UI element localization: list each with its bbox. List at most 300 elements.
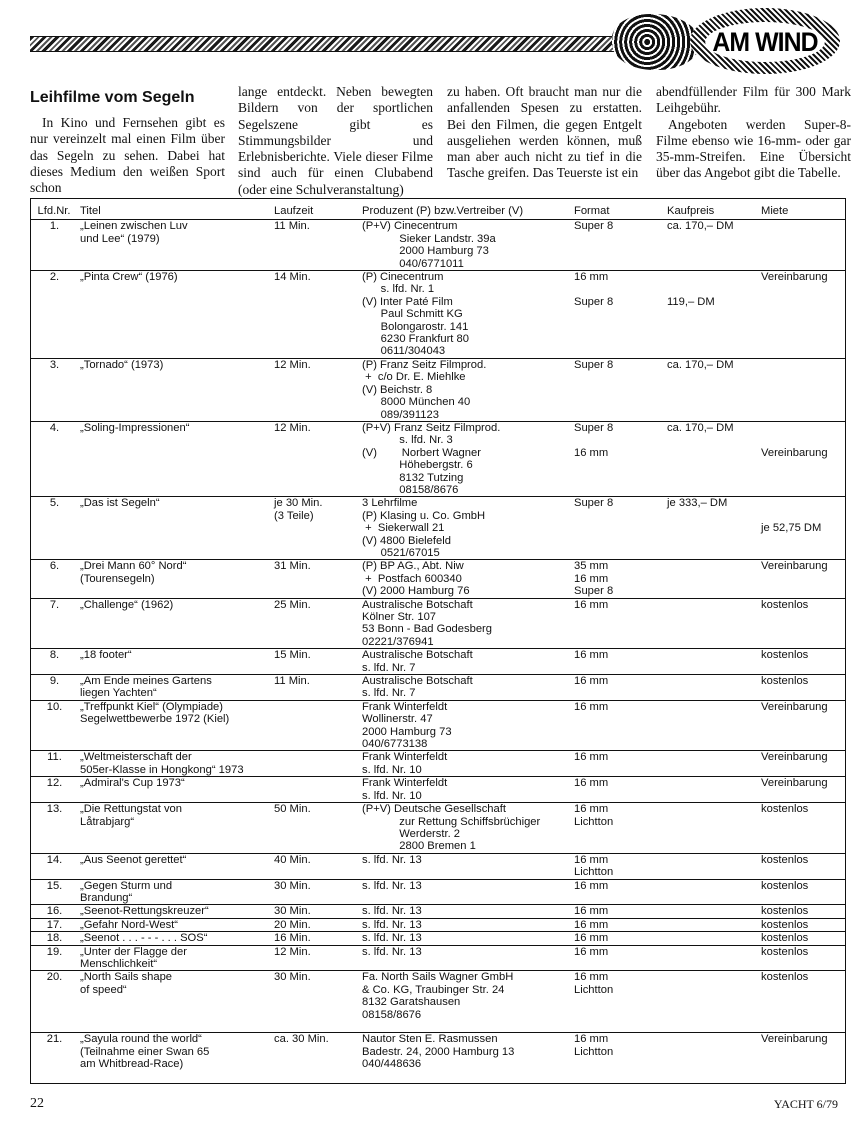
cell-line: (Tourensegeln) (80, 572, 155, 585)
cell-line: 16 mm (574, 905, 609, 918)
cell-line: „Leinen zwischen Luv (80, 220, 188, 233)
cell-titel (77, 905, 271, 918)
cell-line: Australische Botschaft (362, 598, 473, 611)
cell-kaufpreis (664, 803, 758, 854)
table-row (31, 1033, 845, 1087)
cell-miete (758, 751, 845, 777)
cell-miete (758, 700, 845, 751)
cell-format (571, 675, 664, 701)
cell-laufzeit (271, 803, 359, 854)
cell-laufzeit (271, 358, 359, 421)
cell-line: Fa. North Sails Wagner GmbH (362, 971, 514, 984)
cell-line: Paul Schmitt KG (362, 308, 463, 321)
cell-line: Super 8 (574, 295, 614, 308)
cell-line: 16 mm (574, 945, 609, 958)
cell-line: ca. 170,– DM (667, 421, 734, 434)
cell-produzent (359, 649, 571, 675)
cell-format (571, 560, 664, 598)
cell-line: + Siekerwall 21 (362, 522, 445, 535)
cell-format (571, 1033, 664, 1087)
cell-line: kostenlos (761, 932, 809, 945)
cell-nr: 8. (49, 649, 60, 662)
header-miete: Miete (761, 205, 789, 217)
cell-line: Super 8 (574, 585, 614, 598)
cell-line: „Treffpunkt Kiel“ (Olympiade) (80, 700, 223, 713)
table-row (31, 751, 845, 777)
cell-line: „Drei Mann 60° Nord“ (80, 560, 187, 573)
cell-line: Låtrabjarg“ (80, 815, 135, 828)
cell-line: Brandung“ (80, 891, 133, 904)
cell-produzent (359, 220, 571, 271)
cell-line: 16 mm (574, 1033, 609, 1046)
cell-line: 8132 Tutzing (362, 471, 464, 484)
cell-miete (758, 220, 845, 271)
cell-produzent (359, 271, 571, 359)
cell-miete (758, 803, 845, 854)
rope-knot-icon (612, 14, 700, 70)
cell-nr: 18. (46, 932, 63, 945)
cell-line: 16 mm (574, 932, 609, 945)
table-row (31, 945, 845, 971)
cell-line: (V) 2000 Hamburg 76 (362, 585, 470, 598)
cell-nr: 17. (46, 918, 63, 931)
cell-line: „Challenge“ (1962) (80, 598, 174, 611)
article-column-4 (656, 84, 851, 182)
cell-line: je 30 Min. (274, 497, 323, 510)
cell-line: 08158/8676 (362, 483, 459, 496)
cell-produzent (359, 945, 571, 971)
table-row (31, 918, 845, 931)
section-logo: AM WIND (705, 22, 825, 62)
cell-miete (758, 649, 845, 675)
page-number: 22 (30, 1096, 44, 1111)
table-row (31, 932, 845, 945)
cell-miete (758, 560, 845, 598)
cell-line: Höhebergstr. 6 (362, 459, 473, 472)
cell-line: „Die Rettungstat von (80, 803, 182, 816)
cell-produzent (359, 1033, 571, 1087)
cell-line: 040/6773138 (362, 738, 428, 751)
table-row (31, 598, 845, 649)
cell-line: kostenlos (761, 649, 809, 662)
cell-format (571, 700, 664, 751)
cell-miete (758, 777, 845, 803)
cell-laufzeit (271, 932, 359, 945)
cell-line: „Am Ende meines Gartens (80, 675, 212, 688)
cell-format (571, 971, 664, 1033)
article-paragraph: zu haben. Oft braucht man nur die anfallenden Spesen zu erstatten. Bei den Filmen, die gegen Entgelt ausgeliehen werden können, muß man aber auch nicht zu tief in die Tasche greifen. Das Teuerste ist ein (447, 84, 642, 181)
cell-line: s. lfd. Nr. 1 (362, 283, 435, 296)
cell-miete (758, 879, 845, 905)
cell-miete (758, 1033, 845, 1087)
cell-line: Wollinerstr. 47 (362, 713, 433, 726)
cell-kaufpreis (664, 777, 758, 803)
cell-line: (P+V) Deutsche Gesellschaft (362, 803, 506, 816)
cell-kaufpreis (664, 560, 758, 598)
cell-format (571, 932, 664, 945)
cell-kaufpreis (664, 751, 758, 777)
cell-titel (77, 945, 271, 971)
cell-line: „Aus Seenot gerettet“ (80, 853, 187, 866)
magazine-issue: YACHT 6/79 (773, 1097, 838, 1111)
table-header-row (31, 199, 845, 220)
cell-line: kostenlos (761, 918, 809, 931)
cell-miete (758, 971, 845, 1033)
cell-laufzeit (271, 905, 359, 918)
cell-line: kostenlos (761, 905, 809, 918)
cell-titel (77, 1033, 271, 1087)
cell-line: 08158/8676 (362, 1008, 422, 1021)
cell-line: 20 Min. (274, 918, 311, 931)
cell-produzent (359, 905, 571, 918)
cell-laufzeit (271, 945, 359, 971)
rope-band-decoration (30, 36, 640, 52)
header-nr: Lfd.Nr. (37, 205, 71, 217)
table-row (31, 853, 845, 879)
cell-line: (P) BP AG., Abt. Niw (362, 560, 464, 573)
cell-line: (P) Franz Seitz Filmprod. (362, 358, 487, 371)
cell-line: 30 Min. (274, 905, 311, 918)
cell-line: Frank Winterfeldt (362, 700, 448, 713)
cell-format (571, 271, 664, 359)
cell-line: + c/o Dr. E. Miehlke (362, 371, 466, 384)
cell-line: zur Rettung Schiffsbrüchiger (362, 815, 541, 828)
cell-laufzeit (271, 675, 359, 701)
cell-line: 8132 Garatshausen (362, 996, 461, 1009)
cell-line: Australische Botschaft (362, 649, 473, 662)
cell-line: 16 Min. (274, 932, 311, 945)
cell-line (667, 271, 755, 283)
cell-line: s. lfd. Nr. 13 (362, 932, 422, 945)
cell-line: 16 mm (574, 853, 609, 866)
cell-titel (77, 649, 271, 675)
cell-miete (758, 497, 845, 560)
cell-kaufpreis (664, 271, 758, 359)
table-row (31, 421, 845, 496)
cell-line: je 52,75 DM (761, 522, 822, 535)
table-row (31, 700, 845, 751)
cell-line: Lichtton (574, 1045, 614, 1058)
cell-line: „Weltmeisterschaft der (80, 751, 192, 764)
cell-line: 2000 Hamburg 73 (362, 245, 489, 258)
table-row (31, 905, 845, 918)
article-headline: Leihfilme vom Segeln (30, 89, 195, 106)
cell-line: Lichtton (574, 815, 614, 828)
cell-line: kostenlos (761, 945, 809, 958)
cell-laufzeit (271, 879, 359, 905)
cell-line: Bolongarostr. 141 (362, 320, 469, 333)
cell-miete (758, 918, 845, 931)
cell-format (571, 358, 664, 421)
cell-line: Vereinbarung (761, 1033, 828, 1046)
cell-produzent (359, 971, 571, 1033)
header-kaufpreis: Kaufpreis (667, 205, 715, 217)
cell-line: 12 Min. (274, 421, 311, 434)
header-format: Format (574, 205, 610, 217)
cell-line: 30 Min. (274, 971, 311, 984)
cell-kaufpreis (664, 700, 758, 751)
cell-line: Badestr. 24, 2000 Hamburg 13 (362, 1045, 515, 1058)
cell-nr: 2. (49, 271, 60, 284)
cell-line: 12 Min. (274, 945, 311, 958)
cell-line: 53 Bonn - Bad Godesberg (362, 623, 492, 636)
cell-line: „Soling-Impressionen“ (80, 421, 190, 434)
cell-line: 16 mm (574, 675, 609, 688)
cell-format (571, 220, 664, 271)
cell-laufzeit (271, 271, 359, 359)
cell-titel (77, 879, 271, 905)
cell-nr: 15. (46, 879, 63, 892)
cell-line: 16 mm (574, 271, 609, 284)
cell-line: Super 8 (574, 220, 614, 233)
cell-line: kostenlos (761, 853, 809, 866)
cell-kaufpreis (664, 598, 758, 649)
cell-format (571, 751, 664, 777)
film-table (31, 199, 845, 1087)
cell-line: „18 footer“ (80, 649, 132, 662)
cell-laufzeit (271, 598, 359, 649)
cell-kaufpreis (664, 905, 758, 918)
cell-titel (77, 803, 271, 854)
cell-titel (77, 971, 271, 1033)
cell-titel (77, 700, 271, 751)
cell-line: (P) Klasing u. Co. GmbH (362, 509, 486, 522)
cell-produzent (359, 358, 571, 421)
cell-line: 8000 München 40 (362, 396, 471, 409)
cell-produzent (359, 879, 571, 905)
cell-line: 16 mm (574, 598, 609, 611)
cell-format (571, 905, 664, 918)
cell-line: 16 mm (574, 803, 609, 816)
cell-kaufpreis (664, 918, 758, 931)
cell-line: (V) Beichstr. 8 (362, 383, 433, 396)
cell-laufzeit (271, 497, 359, 560)
cell-titel (77, 271, 271, 359)
cell-laufzeit (271, 751, 359, 777)
cell-line: Werderstr. 2 (362, 827, 461, 840)
cell-miete (758, 358, 845, 421)
cell-miete (758, 932, 845, 945)
cell-line: Vereinbarung (761, 751, 828, 764)
cell-line (574, 283, 661, 295)
cell-line: liegen Yachten“ (80, 687, 157, 700)
cell-line (761, 422, 842, 434)
cell-line: 505er-Klasse in Hongkong“ 1973 (80, 763, 244, 776)
header-titel: Titel (80, 205, 101, 217)
cell-line: 15 Min. (274, 649, 311, 662)
cell-line: Vereinbarung (761, 560, 828, 573)
table-row (31, 649, 845, 675)
cell-format (571, 803, 664, 854)
cell-line: „Gegen Sturm und (80, 879, 173, 892)
cell-line: Vereinbarung (761, 271, 828, 284)
cell-laufzeit (271, 421, 359, 496)
film-table-body (31, 220, 845, 1087)
cell-line: „Gefahr Nord-West“ (80, 918, 179, 931)
cell-nr: 10. (46, 700, 63, 713)
cell-line: Lichtton (574, 866, 614, 879)
cell-line: Super 8 (574, 421, 614, 434)
cell-line: kostenlos (761, 803, 809, 816)
cell-line (574, 434, 661, 446)
cell-line: kostenlos (761, 971, 809, 984)
cell-titel (77, 853, 271, 879)
cell-line: s. lfd. Nr. 7 (362, 661, 416, 674)
cell-nr: 13. (46, 803, 63, 816)
cell-kaufpreis (664, 945, 758, 971)
cell-nr: 19. (46, 945, 63, 958)
cell-line: „Seenot-Rettungskreuzer“ (80, 905, 209, 918)
cell-nr: 5. (49, 497, 60, 510)
cell-line: 11 Min. (274, 220, 310, 233)
cell-miete (758, 675, 845, 701)
table-row (31, 358, 845, 421)
cell-line: ca. 30 Min. (274, 1033, 329, 1046)
cell-line: 16 mm (574, 879, 609, 892)
cell-titel (77, 932, 271, 945)
cell-produzent (359, 751, 571, 777)
cell-produzent (359, 853, 571, 879)
cell-titel (77, 220, 271, 271)
table-row (31, 879, 845, 905)
cell-line: 16 mm (574, 777, 609, 790)
cell-kaufpreis (664, 853, 758, 879)
cell-line: + Postfach 600340 (362, 572, 462, 585)
cell-nr: 14. (46, 853, 63, 866)
cell-line: Segelwettbewerbe 1972 (Kiel) (80, 713, 230, 726)
cell-line: & Co. KG, Traubinger Str. 24 (362, 983, 505, 996)
cell-line (667, 283, 755, 295)
cell-miete (758, 598, 845, 649)
cell-line: 0521/67015 (362, 546, 440, 559)
cell-line: „Sayula round the world“ (80, 1033, 202, 1046)
cell-line: s. lfd. Nr. 13 (362, 853, 422, 866)
article-paragraph: In Kino und Fernsehen gibt es nur vereinzelt mal einen Film über das Segeln zu sehen. Dabei hat dieses Medium den weißen Sport schon (30, 115, 225, 196)
cell-line: „Admiral's Cup 1973“ (80, 777, 185, 790)
cell-line: 31 Min. (274, 560, 311, 573)
cell-titel (77, 560, 271, 598)
article-intro (30, 84, 851, 197)
cell-line: 14 Min. (274, 271, 311, 284)
cell-format (571, 853, 664, 879)
cell-line: ca. 170,– DM (667, 358, 734, 371)
cell-titel (77, 751, 271, 777)
cell-line: Australische Botschaft (362, 675, 473, 688)
cell-line: kostenlos (761, 675, 809, 688)
table-row (31, 803, 845, 854)
cell-line: Sieker Landstr. 39a (362, 232, 496, 245)
cell-nr: 1. (49, 220, 60, 233)
cell-format (571, 879, 664, 905)
cell-titel (77, 497, 271, 560)
cell-line: 16 mm (574, 918, 609, 931)
cell-line: kostenlos (761, 879, 809, 892)
cell-line: 2800 Bremen 1 (362, 840, 476, 853)
cell-line: 16 mm (574, 446, 609, 459)
cell-line: kostenlos (761, 598, 809, 611)
cell-miete (758, 945, 845, 971)
cell-line (761, 434, 842, 446)
cell-line: 089/391123 (362, 408, 439, 421)
cell-nr: 12. (46, 777, 63, 790)
cell-titel (77, 918, 271, 931)
cell-line: 2000 Hamburg 73 (362, 725, 452, 738)
cell-line: 16 mm (574, 971, 609, 984)
cell-format (571, 598, 664, 649)
cell-miete (758, 853, 845, 879)
film-table-frame (30, 198, 846, 1084)
cell-line: of speed“ (80, 983, 127, 996)
table-row (31, 777, 845, 803)
cell-line: und Lee“ (1979) (80, 232, 160, 245)
cell-line: 16 mm (574, 700, 609, 713)
cell-line: 0611/304043 (362, 345, 446, 358)
cell-line: (3 Teile) (274, 509, 314, 522)
table-row (31, 675, 845, 701)
cell-produzent (359, 803, 571, 854)
cell-nr: 21. (46, 1033, 63, 1046)
cell-line: (P) Cinecentrum (362, 271, 444, 284)
cell-laufzeit (271, 220, 359, 271)
cell-produzent (359, 560, 571, 598)
cell-titel (77, 421, 271, 496)
cell-kaufpreis (664, 932, 758, 945)
cell-line: 16 mm (574, 649, 609, 662)
cell-line: s. lfd. Nr. 10 (362, 789, 422, 802)
cell-laufzeit (271, 560, 359, 598)
cell-laufzeit (271, 700, 359, 751)
cell-line: s. lfd. Nr. 13 (362, 945, 422, 958)
cell-produzent (359, 932, 571, 945)
cell-line: s. lfd. Nr. 13 (362, 905, 422, 918)
cell-line (761, 510, 842, 522)
cell-line: 12 Min. (274, 358, 311, 371)
cell-kaufpreis (664, 421, 758, 496)
cell-line: (Teilnahme einer Swan 65 (80, 1045, 210, 1058)
cell-miete (758, 271, 845, 359)
table-row (31, 220, 845, 271)
cell-laufzeit (271, 649, 359, 675)
cell-kaufpreis (664, 675, 758, 701)
cell-format (571, 918, 664, 931)
cell-line: (P+V) Cinecentrum (362, 220, 458, 233)
cell-laufzeit (271, 918, 359, 931)
cell-produzent (359, 598, 571, 649)
article-column-3 (447, 84, 642, 182)
cell-line: Menschlichkeit“ (80, 957, 158, 970)
cell-line: 16 mm (574, 572, 609, 585)
cell-line: Vereinbarung (761, 777, 828, 790)
cell-line: 16 mm (574, 751, 609, 764)
cell-nr: 7. (49, 598, 60, 611)
cell-line: „Pinta Crew“ (1976) (80, 271, 178, 284)
cell-kaufpreis (664, 358, 758, 421)
article-column-2 (238, 84, 433, 198)
cell-nr: 16. (46, 905, 63, 918)
cell-line: s. lfd. Nr. 10 (362, 763, 422, 776)
table-row (31, 497, 845, 560)
cell-line: 11 Min. (274, 675, 310, 688)
cell-titel (77, 598, 271, 649)
cell-line: Frank Winterfeldt (362, 751, 448, 764)
cell-laufzeit (271, 971, 359, 1033)
cell-kaufpreis (664, 497, 758, 560)
cell-format (571, 649, 664, 675)
cell-nr: 6. (49, 560, 60, 573)
cell-line: 040/6771011 (362, 257, 464, 270)
cell-line: je 333,– DM (667, 497, 728, 510)
cell-line: 6230 Frankfurt 80 (362, 333, 469, 346)
